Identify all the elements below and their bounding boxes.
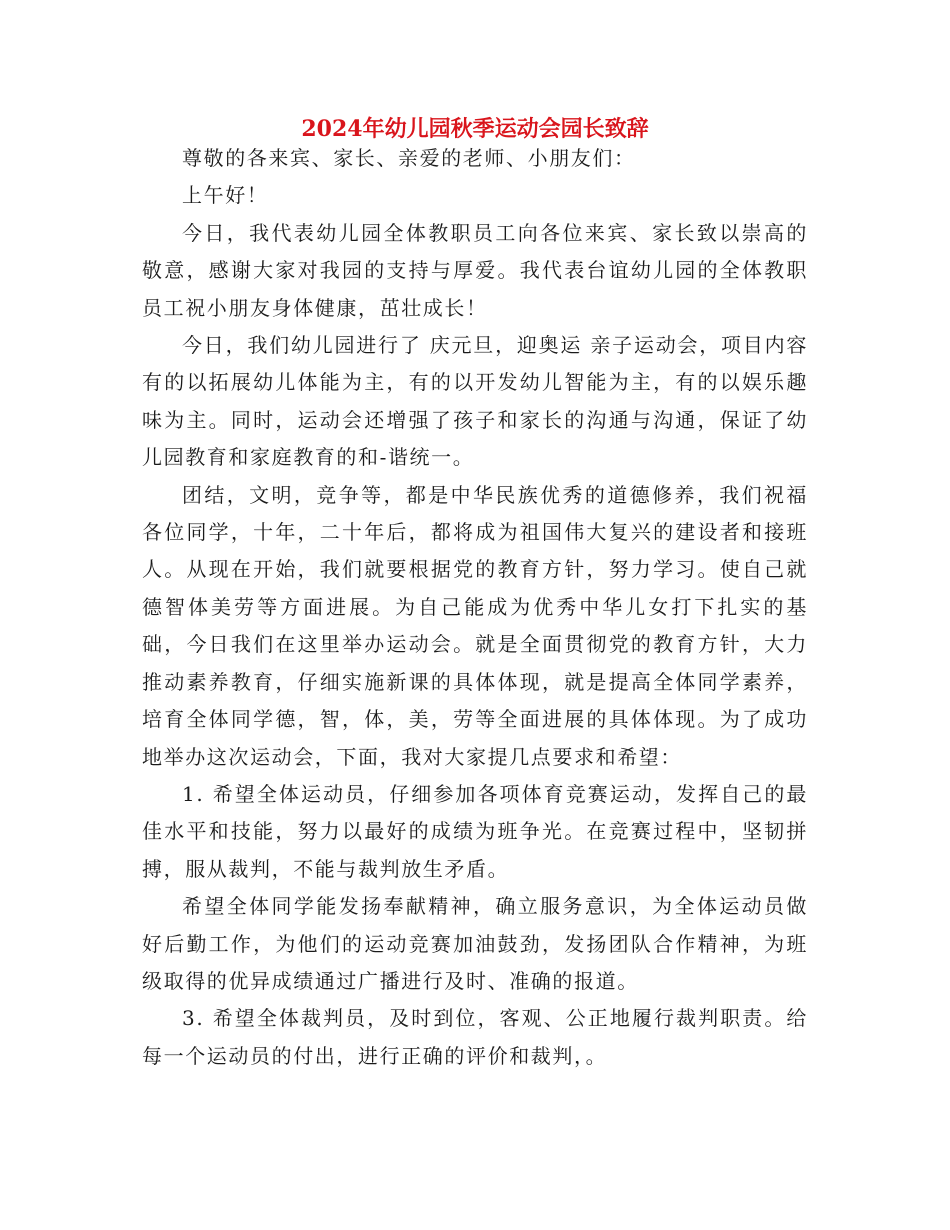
document-body [142,140,808,1075]
list-item-paragraph: 1. 希望全体运动员，仔细参加各项体育竞赛运动，发挥自己的最佳水平和技能，努力以最好的成绩为班争光。在竞赛过程中，坚韧拼搏，服从裁判，不能与裁判放生矛盾。 [142,781,808,881]
body-paragraph: 希望全体同学能发扬奉献精神，确立服务意识，为全体运动员做好后勤工作，为他们的运动竞赛加油鼓劲，发扬团队合作精神，为班级取得的优异成绩通过广播进行及时、准确的报道。 [142,894,808,993]
list-item-paragraph: 3. 希望全体裁判员，及时到位，客观、公正地履行裁判职责。给每一个运动员的付出，进行正确的评价和裁判，。 [142,1006,808,1068]
body-paragraph: 今日，我们幼儿园进行了 庆元旦，迎奥运 亲子运动会，项目内容有的以拓展幼儿体能为主，有的以开发幼儿智能为主，有的以娱乐趣味为主。同时，运动会还增强了孩子和家长的沟通与沟通，保证了幼儿园教育和家庭教育的和-谐统一。 [142,333,808,470]
body-paragraph: 今日，我代表幼儿园全体教职员工向各位来宾、家长致以崇高的敬意，感谢大家对我园的支持与厚爱。我代表台谊幼儿园的全体教职员工祝小朋友身体健康，茁壮成长！ [142,220,808,320]
salutation-paragraph: 尊敬的各来宾、家长、亲爱的老师、小朋友们： [182,146,636,170]
greeting-paragraph: 上午好！ [182,183,269,208]
document-title: 2024年幼儿园秋季运动会园长致辞 [301,116,649,142]
body-paragraph: 团结，文明，竞争等，都是中华民族优秀的道德修养，我们祝福各位同学，十年，二十年后，都将成为祖国伟大复兴的建设者和接班人。从现在开始，我们就要根据党的教育方针，努力学习。使自己就德智体美劳等方面进展。为自己能成为优秀中华儿女打下扎实的基础，今日我们在这里举办运动会。就是全面贯彻党的教育方针，大力推动素养教育，仔细实施新课的具体体现，就是提高全体同学素养，培育全体同学德，智，体，美，劳等全面进展的具体体现。为了成功地举办这次运动会，下面，我对大家提几点要求和希望： [142,482,808,769]
